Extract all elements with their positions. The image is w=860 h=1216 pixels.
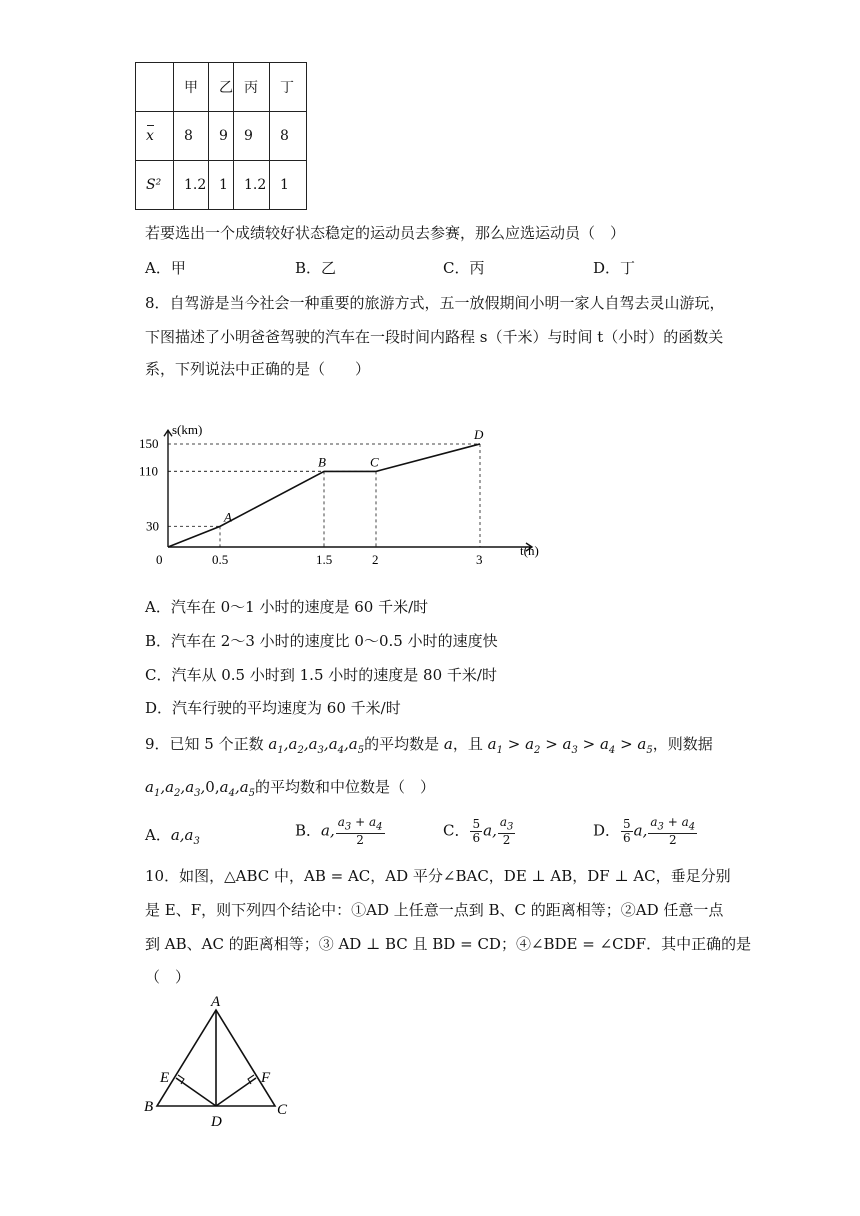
q8-stem-line3: 系，下列说法中正确的是（ ） xyxy=(145,360,371,378)
table-cell: 甲 xyxy=(174,63,209,112)
distance-time-graph xyxy=(135,385,539,585)
table-cell: 丁 xyxy=(270,63,307,112)
q7-option-c: C．丙 xyxy=(443,259,485,277)
q9-stem-line2: $a_1,a_2,a_3,0,a_4,a_5$的平均数和中位数是（ ） xyxy=(145,778,436,799)
q7-option-b: B．乙 xyxy=(295,259,337,277)
table-cell: 乙 xyxy=(209,63,234,112)
q9-stem-line1: 9．已知 5 个正数 $a_1,a_2,a_3,a_4,a_5$的平均数是 a，且 $a_1 > a_2 > a_3 > a_4 > a_5$，则数据 xyxy=(145,735,713,756)
q8-option-c: C．汽车从 0.5 小时到 1.5 小时的速度是 80 千米/时 xyxy=(145,666,497,684)
point-label-f: F xyxy=(261,1070,271,1086)
table-cell: 8 xyxy=(174,112,209,161)
table-row xyxy=(136,161,307,210)
point-label-a: A xyxy=(211,994,221,1010)
q9-option-a: A．$a,a_3$ xyxy=(145,826,200,847)
q10-stem-line3: 到 AB、AC 的距离相等；③ AD ⊥ BC 且 BD = CD；④∠BDE = ∠CDF．其中正确的是 xyxy=(145,935,752,953)
q8-stem-line2: 下图描述了小明爸爸驾驶的汽车在一段时间内路程 s（千米）与时间 t（小时）的函数关 xyxy=(145,328,724,346)
x-tick-label: 0 xyxy=(156,552,163,567)
chart-axes xyxy=(164,430,532,551)
table-cell: 1 xyxy=(209,161,234,210)
point-label-c: C xyxy=(277,1102,288,1118)
variance-label: S² xyxy=(136,161,174,210)
y-tick-label: 150 xyxy=(139,435,159,451)
table-cell xyxy=(136,63,174,112)
table-cell: 1 xyxy=(270,161,307,210)
table-header-row xyxy=(136,63,307,112)
point-label-d: D xyxy=(211,1114,222,1130)
x-tick-label: 2 xyxy=(372,552,379,567)
q10-stem-line1: 10．如图，△ABC 中，AB = AC，AD 平分∠BAC，DE ⊥ AB，DF ⊥ AC，垂足分别 xyxy=(145,867,731,885)
x-tick-label: 1.5 xyxy=(316,552,333,567)
point-label-b: B xyxy=(144,1099,154,1115)
q10-stem-line4: （ ） xyxy=(145,968,191,986)
table-cell: 1.2 xyxy=(174,161,209,210)
table-cell: 8 xyxy=(270,112,307,161)
table-cell: 9 xyxy=(234,112,270,161)
q8-stem-line1: 8．自驾游是当今社会一种重要的旅游方式，五一放假期间小明一家人自驾去灵山游玩， xyxy=(145,294,725,312)
stats-table xyxy=(135,62,307,210)
point-label-b: B xyxy=(318,454,326,470)
q9-option-d: D． $\frac{5}{6}$ a, $\frac{a_3 + a_4}{2}$ xyxy=(593,815,696,848)
q8-option-a: A．汽车在 0～1 小时的速度是 60 千米/时 xyxy=(145,598,429,616)
y-tick-label: 110 xyxy=(139,463,159,479)
q7-stem: 若要选出一个成绩较好状态稳定的运动员去参赛，那么应选运动员（ ） xyxy=(145,224,626,242)
point-label-a: A xyxy=(224,509,232,525)
point-label-c: C xyxy=(370,454,379,470)
triangle-figure xyxy=(140,990,300,1130)
mean-label: x xyxy=(136,112,174,161)
q9-option-b: B．a, $\frac{a_3 + a_4}{2}$ xyxy=(295,815,383,848)
y-axis-label: s(km) xyxy=(172,422,203,438)
table-cell: 1.2 xyxy=(234,161,270,210)
table-cell: 丙 xyxy=(234,63,270,112)
q10-stem-line2: 是 E、F，则下列四个结论中：①AD 上任意一点到 B、C 的距离相等；②AD 任意一点 xyxy=(145,901,724,919)
x-tick-label: 0.5 xyxy=(212,552,229,567)
q8-option-d: D．汽车行驶的平均速度为 60 千米/时 xyxy=(145,699,401,717)
table-row xyxy=(136,112,307,161)
q7-option-d: D．丁 xyxy=(593,259,636,277)
x-axis-label: t(h) xyxy=(520,543,539,558)
table-cell: 9 xyxy=(209,112,234,161)
q7-option-a: A．甲 xyxy=(145,259,186,277)
q9-option-c: C． $\frac{5}{6}$ a, $\frac{a_3}{2}$ xyxy=(443,815,514,848)
q8-option-b: B．汽车在 2～3 小时的速度比 0～0.5 小时的速度快 xyxy=(145,632,498,650)
x-tick-label: 3 xyxy=(476,552,483,567)
point-label-d: D xyxy=(474,426,484,442)
y-tick-label: 30 xyxy=(146,518,159,534)
point-label-e: E xyxy=(160,1070,170,1086)
